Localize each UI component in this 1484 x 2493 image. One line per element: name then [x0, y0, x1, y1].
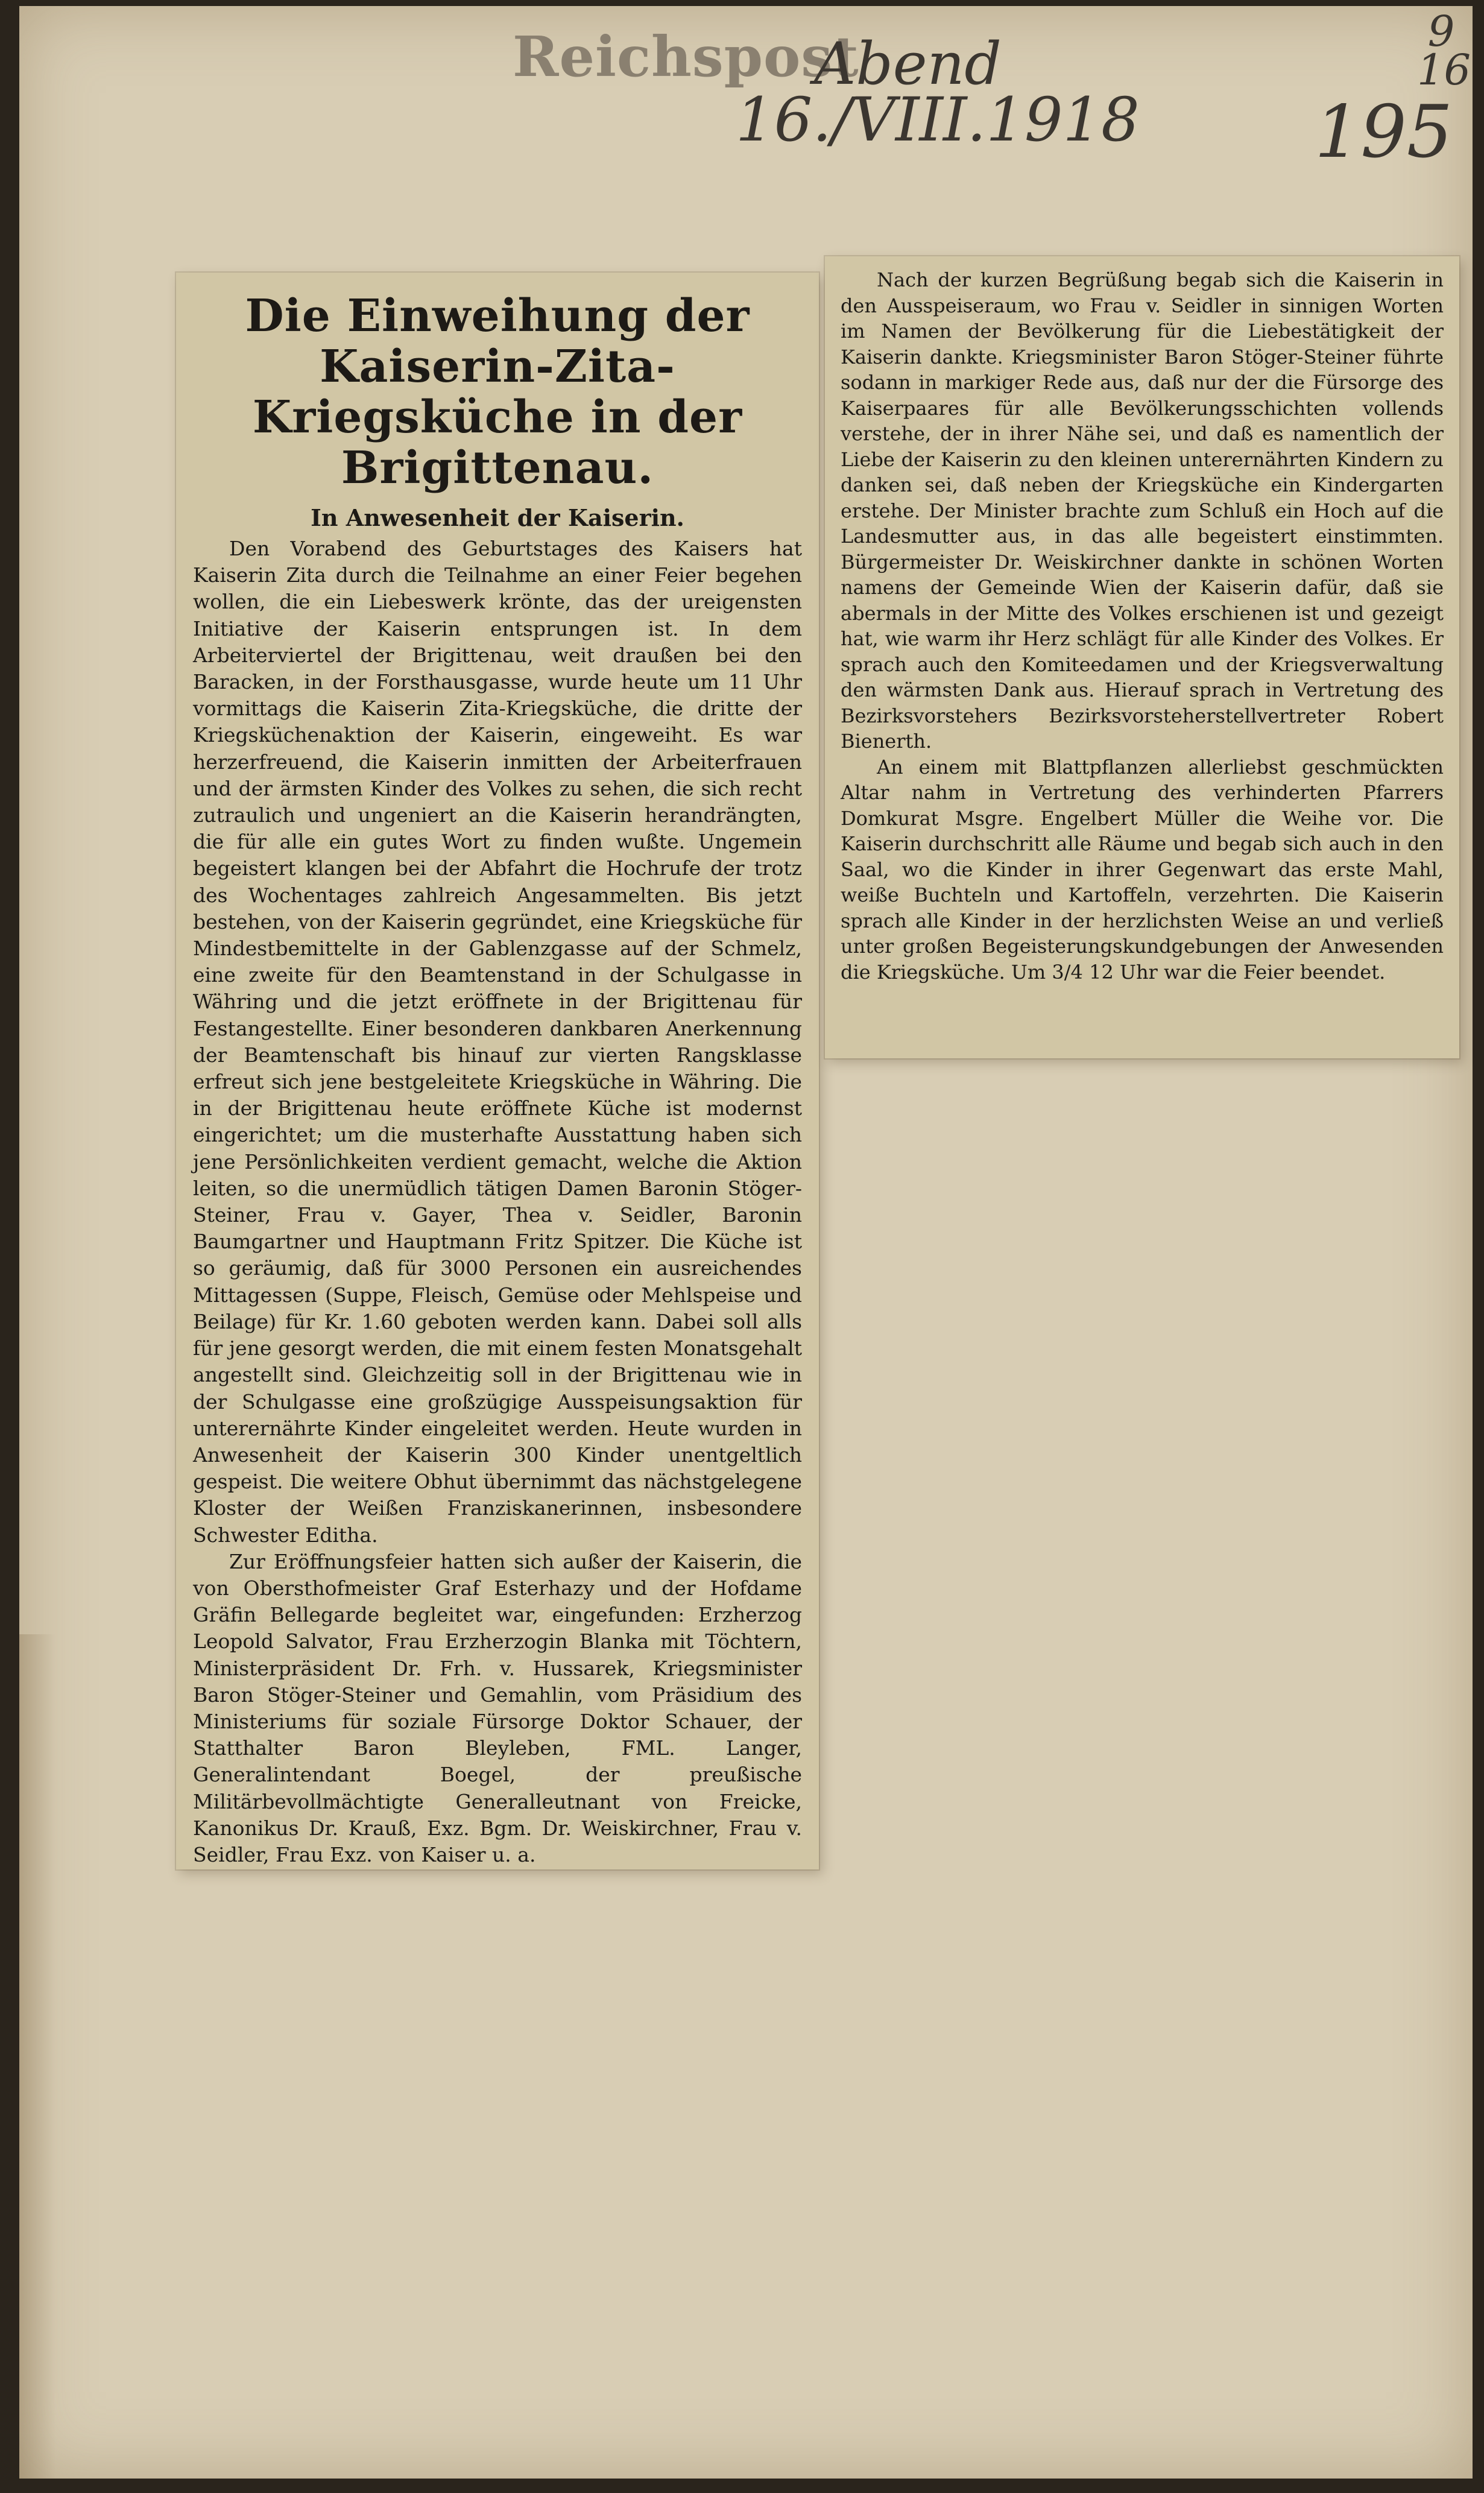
- article-paragraph: Nach der kurzen Begrüßung begab sich die Kaiserin in den Ausspeiseraum, wo Frau v. Seidler in sinnigen Worten im Namen der Bevölkerung für die Liebestätigkeit der Kaiserin dankte. Kriegsminister Baron Stöger-Steiner führte sodann in markiger Rede aus, daß nur der die Fürsorge des Kaiserpaares für alle Bevölkerungsschichten vollends verstehe, der in ihrer Nähe sei, und daß es namentlich der Liebe der Kaiserin zu den kleinen unterernährten Kindern zu danken sei, daß neben der Kriegsküche ein Kindergarten erstehe. Der Minister brachte zum Schluß ein Hoch auf die Landesmutter aus, in das alle begeistert einstimmten. Bürgermeister Dr. Weiskirchner dankte in schönen Worten namens der Gemeinde Wien der Kaiserin dafür, daß sie abermals in der Mitte des Volkes erschienen ist und gezeigt hat, wie warm ihr Herz schlägt für alle Kinder des Volkes. Er sprach auch den Komiteedamen und der Kriegsverwaltung den wärmsten Dank aus. Hierauf sprach in Vertretung des Bezirksvorstehers Bezirksvorsteherstellvertreter Robert Bienerth.: [841, 268, 1444, 753]
- handwritten-edition-note: Abend: [814, 30, 1002, 98]
- handwritten-page-number: 195: [1315, 90, 1453, 174]
- newspaper-clipping-column-1: [176, 273, 819, 1869]
- handwritten-corner-note: 9 16: [1417, 7, 1471, 95]
- paper-stain: [19, 1634, 55, 2479]
- article-headline: Die Einweihung der Kaiserin-Zita-Kriegsküche in der Brigittenau.: [245, 290, 750, 494]
- newspaper-clipping-column-2: [825, 256, 1459, 1058]
- handwritten-date: 16./VIII.1918: [736, 84, 1140, 155]
- newspaper-masthead-stamp: Reichspost: [513, 24, 859, 89]
- article-paragraph: An einem mit Blattpflanzen allerliebst geschmückten Altar nahm in Vertretung des verhinderten Pfarrers Domkurat Msgre. Engelbert Müller die Weihe vor. Die Kaiserin durchschritt alle Räume und begab sich auch in den Saal, wo die Kinder in ihrer Gegenwart das erste Mahl, weiße Buchteln und Kartoffeln, verzehrten. Die Kaiserin sprach alle Kinder in der herzlichsten Weise an und verließ unter großen Begeisterungskundgebungen der Anwesenden die Kriegsküche. Um 3/4 12 Uhr war die Feier beendet.: [841, 755, 1444, 984]
- article-paragraph: Zur Eröffnungsfeier hatten sich außer der Kaiserin, die von Obersthofmeister Graf Esterhazy und der Hofdame Gräfin Bellegarde begleitet war, eingefunden: Erzherzog Leopold Salvator, Frau Erzherzogin Blanka mit Töchtern, Ministerpräsident Dr. Frh. v. Hussarek, Kriegsminister Baron Stöger-Steiner und Gemahlin, vom Präsidium des Ministeriums für soziale Fürsorge Doktor Schauer, der Statthalter Baron Bleyleben, FML. Langer, Generalintendant Boegel, der preußische Militärbevollmächtigte Generalleutnant von Freicke, Kanonikus Dr. Krauß, Exz. Bgm. Dr. Weiskirchner, Frau v. Seidler, Frau Exz. von Kaiser u. a.: [193, 1549, 802, 1866]
- article-subheadline: In Anwesenheit der Kaiserin.: [311, 504, 684, 531]
- article-paragraph: Den Vorabend des Geburtstages des Kaisers hat Kaiserin Zita durch die Teilnahme an einer Feier begehen wollen, die ein Liebeswerk krönte, das der ureigensten Initiative der Kaiserin entsprungen ist. In dem Arbeiterviertel der Brigittenau, weit draußen bei den Baracken, in der Forsthausgasse, wurde heute um 11 Uhr vormittags die Kaiserin Zita-Kriegsküche, die dritte der Kriegsküchenaktion der Kaiserin, eingeweiht. Es war herzerfreuend, die Kaiserin inmitten der Arbeiterfrauen und der ärmsten Kinder des Volkes zu sehen, die sich recht zutraulich und ungeniert an die Kaiserin herandrängten, die für alle ein gutes Wort zu finden wußte. Ungemein begeistert klangen bei der Abfahrt die Hochrufe der trotz des Wochentages zahlreich Angesammelten. Bis jetzt bestehen, von der Kaiserin gegründet, eine Kriegsküche für Mindestbemittelte in der Gablenzgasse auf der Schmelz, eine zweite für den Beamtenstand in der Schulgasse in Währing und die jetzt eröffnete in der Brigittenau für Festangestellte. Einer besonderen dankbaren Anerkennung der Beamtenschaft bis hinauf zur vierten Rangsklasse erfreut sich jene bestgeleitete Kriegsküche in Währing. Die in der Brigittenau heute eröffnete Küche ist modernst eingerichtet; um die musterhafte Ausstattung haben sich jene Persönlichkeiten verdient gemacht, welche die Aktion leiten, so die unermüdlich tätigen Damen Baronin Stöger-Steiner, Frau v. Gayer, Thea v. Seidler, Baronin Baumgartner und Hauptmann Fritz Spitzer. Die Küche ist so geräumig, daß für 3000 Personen ein ausreichendes Mittagessen (Suppe, Fleisch, Gemüse oder Mehlspeise und Beilage) für Kr. 1.60 geboten werden kann. Dabei soll alls für jene gesorgt werden, die mit einem festen Monatsgehalt angestellt sind. Gleichzeitig soll in der Brigittenau wie in der Schulgasse eine großzügige Ausspeisungsaktion für unterernährte Kinder eingeleitet werden. Heute wurden in Anwesenheit der Kaiserin 300 Kinder unentgeltlich gespeist. Die weitere Obhut übernimmt das nächstgelegene Kloster der Weißen Franziskanerinnen, insbesondere Schwester Editha.: [193, 537, 802, 1547]
